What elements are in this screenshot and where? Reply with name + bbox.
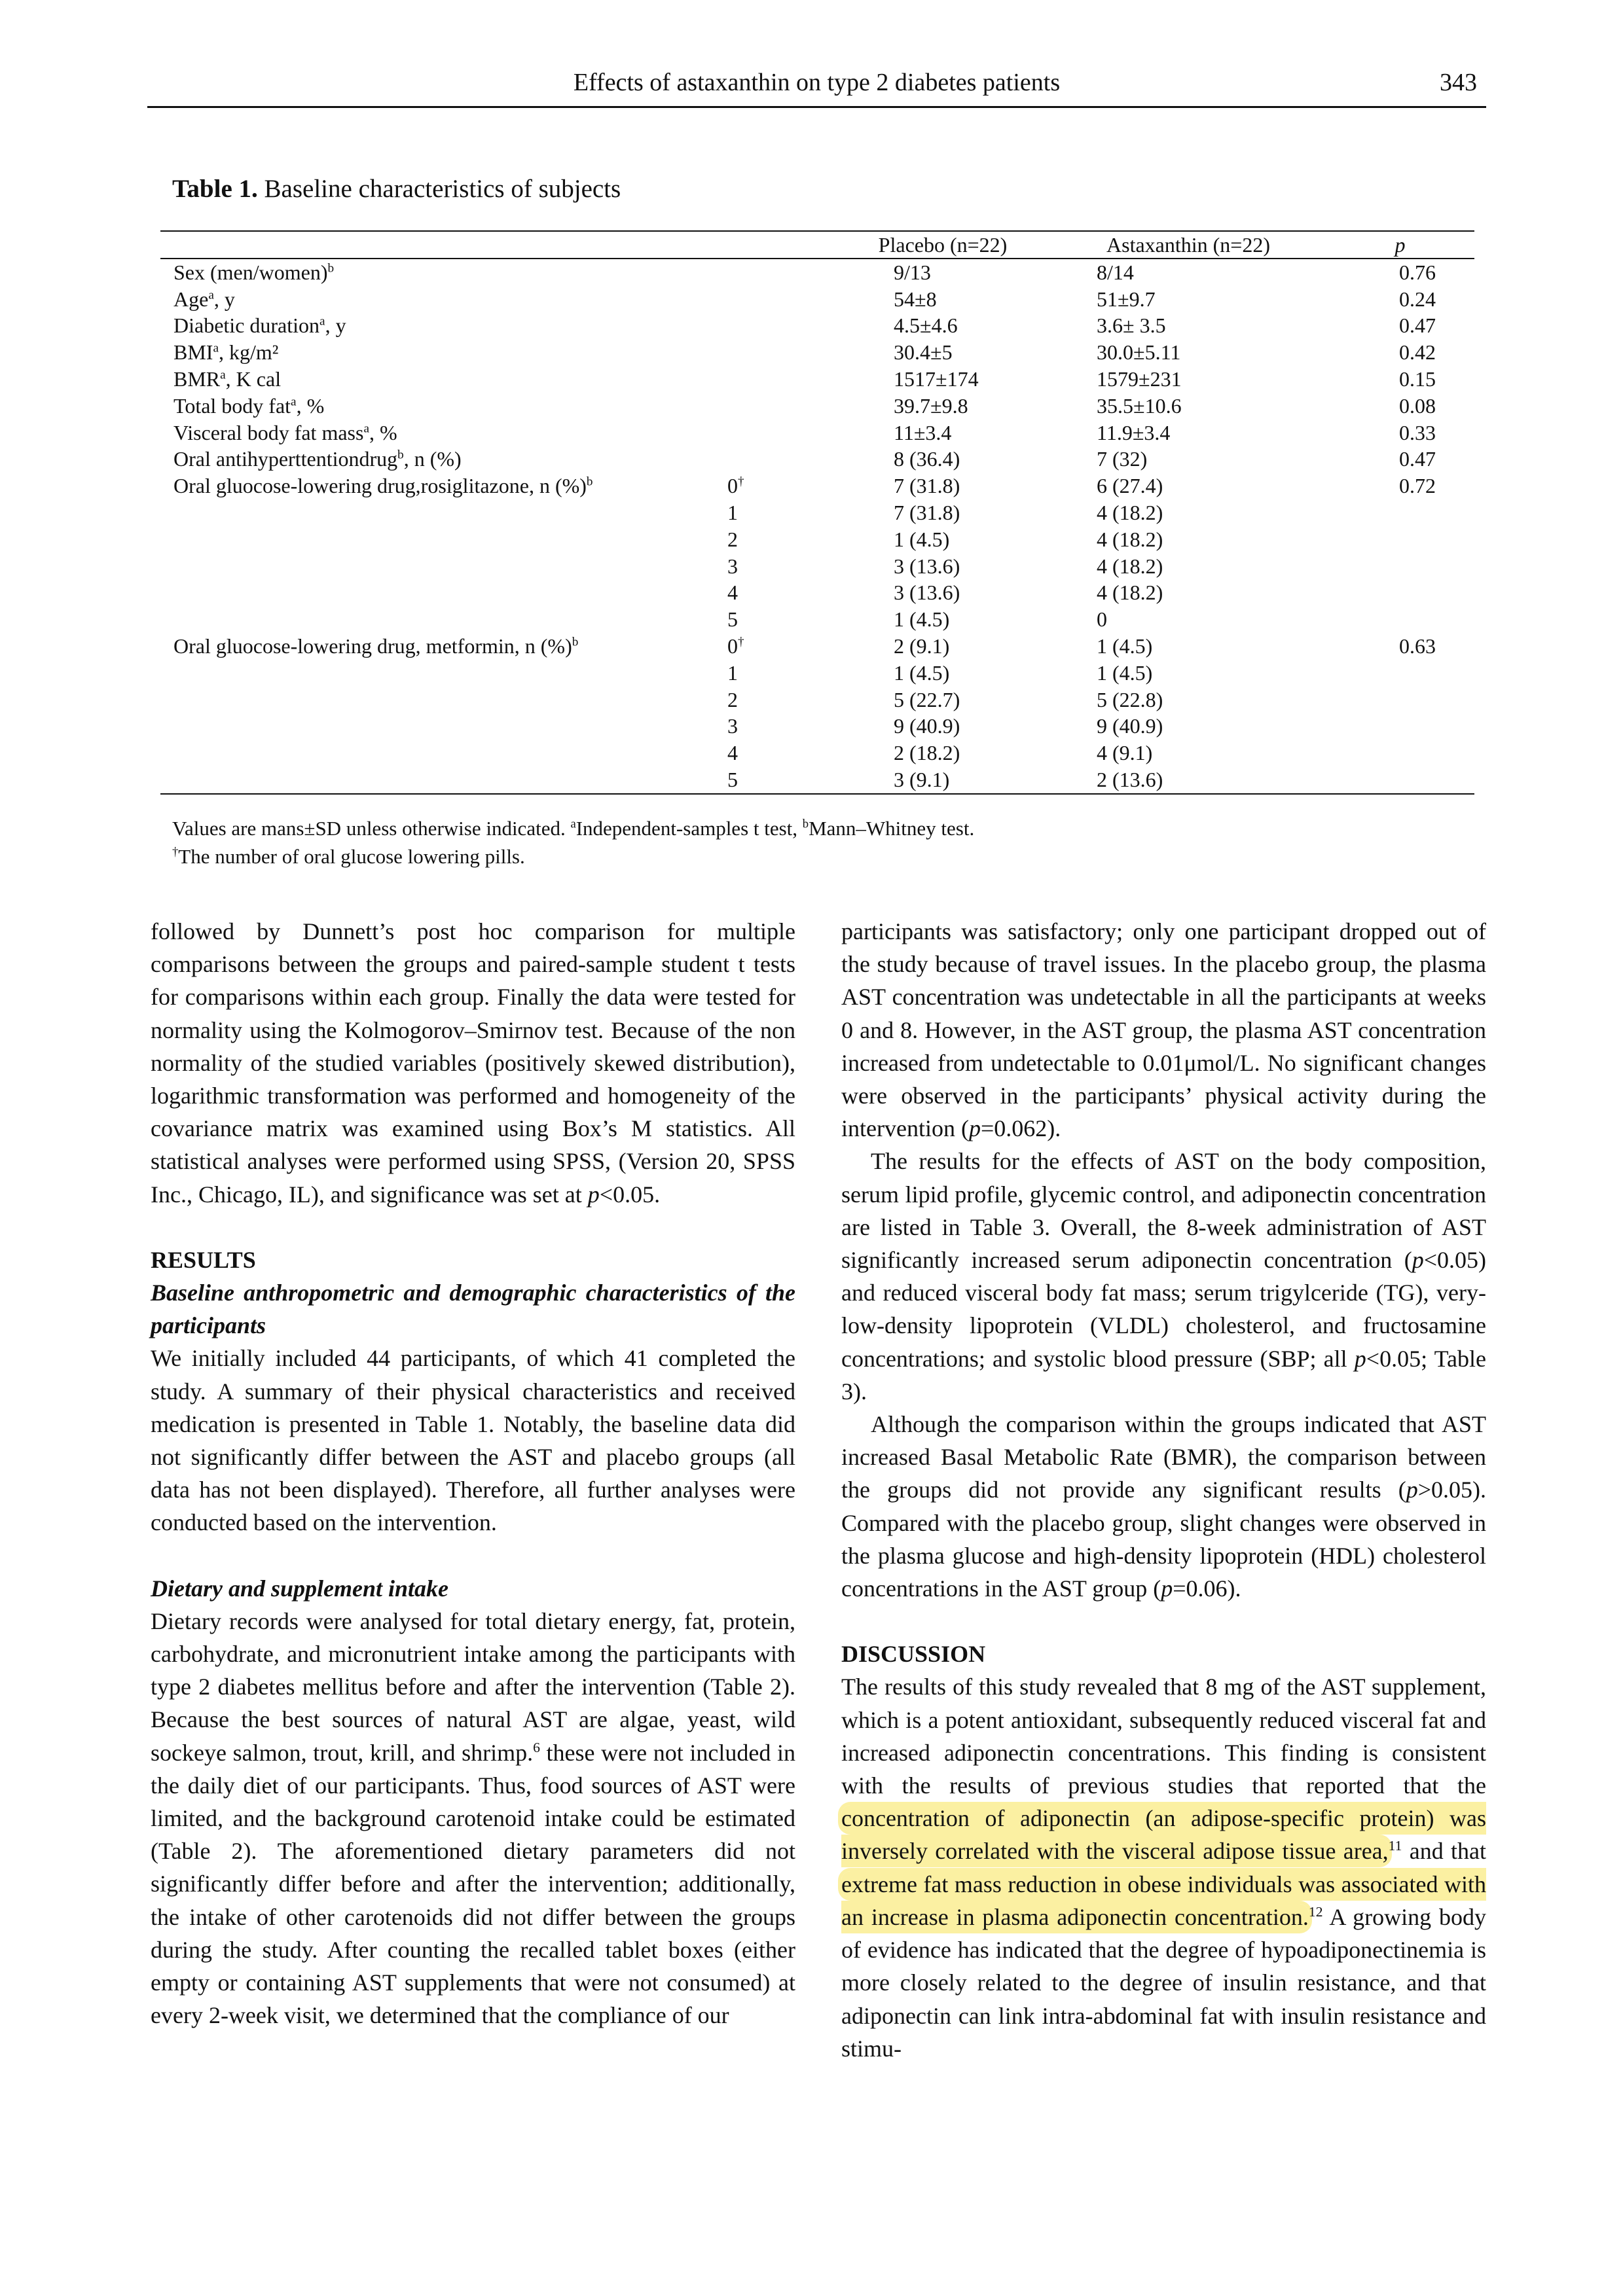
table-footnote xyxy=(172,814,974,870)
placebo-value: 7 (31.8) xyxy=(894,474,960,498)
table-row xyxy=(160,633,1474,660)
footnote-line-1: Values are mans±SD unless otherwise indicated. $^a$Independent-samples t test, $^b$Mann–Whitney test. xyxy=(172,817,975,840)
placebo-value: 1 (4.5) xyxy=(894,527,950,551)
table-row xyxy=(160,660,1474,687)
compliance-paragraph: participants was satisfactory; only one participant dropped out of the study because of travel issues. In the placebo group, the plasma AST concentration was undetectable in all the participants at weeks 0 and 8. However, in the AST group, the plasma AST concentration increased from undetectable to 0.01μmol/L. No significant changes were observed in the participants’ physical activity during the intervention (p=0.062). xyxy=(841,918,1486,1142)
row-label xyxy=(160,687,723,713)
table-row xyxy=(160,286,1474,313)
table-row xyxy=(160,446,1474,473)
placebo-value: 11±3.4 xyxy=(894,420,952,444)
placebo-value: 3 (13.6) xyxy=(894,581,960,605)
table-row xyxy=(160,393,1474,420)
placebo-value: 30.4±5 xyxy=(894,340,953,365)
placebo-value: 39.7±9.8 xyxy=(894,393,968,418)
row-label xyxy=(160,553,723,580)
p-value: 0.08 xyxy=(1399,393,1436,418)
astaxanthin-value: 3.6± 3.5 xyxy=(1097,314,1166,338)
row-label: Total body fat$^a$, % xyxy=(173,393,325,418)
astaxanthin-value: 1579±231 xyxy=(1097,367,1182,391)
astaxanthin-value: 4 (18.2) xyxy=(1097,581,1163,605)
placebo-value: 2 (18.2) xyxy=(894,741,960,765)
row-sub-category: 3 xyxy=(727,714,738,738)
methods-continued-paragraph: followed by Dunnett’s post hoc comparison for multiple comparisons between the groups and paired-sample student t tests for comparisons within each group. Finally the data were tested for normality using the Kolmogorov–Smirnov test. Because of the non normality of the studied variables (positively skewed distribution), logarithmic transformation was performed and homogeneity of the covariance matrix was examined using Box’s M statistics. All statistical analyses were performed using SPSS, (Version 20, SPSS Inc., Chicago, IL), and significance was set at p<0.05. xyxy=(151,918,795,1208)
p-value xyxy=(1326,687,1474,713)
row-label xyxy=(160,580,723,607)
row-sub-category xyxy=(723,420,835,446)
baseline-table-wrapper xyxy=(160,230,1474,795)
p-value xyxy=(1326,606,1474,633)
astaxanthin-value: 7 (32) xyxy=(1097,447,1148,471)
citation-ref: 11 xyxy=(1388,1838,1402,1854)
p-value: 0.33 xyxy=(1399,420,1436,444)
table-caption xyxy=(172,174,621,204)
row-label: Sex (men/women)$^b$ xyxy=(173,260,335,284)
table-row xyxy=(160,420,1474,446)
row-label xyxy=(160,526,723,553)
row-label xyxy=(160,606,723,633)
row-label xyxy=(160,713,723,740)
row-label: Oral gluocose-lowering drug,rosiglitazone, n (%)$^b$ xyxy=(173,474,593,498)
p-value xyxy=(1326,713,1474,740)
p-value: 0.76 xyxy=(1399,260,1436,284)
table-row xyxy=(160,606,1474,633)
header-characteristic xyxy=(160,231,723,259)
astaxanthin-value: 35.5±10.6 xyxy=(1097,393,1182,418)
astaxanthin-value: 4 (9.1) xyxy=(1097,741,1153,765)
citation-ref: 12 xyxy=(1308,1903,1323,1920)
row-sub-category: 0† xyxy=(727,634,744,658)
effects-paragraph: The results for the effects of AST on the body composition, serum lipid profile, glycemic control, and adiponectin concentration are listed in Table 3. Overall, the 8-week administration of AST significantly increased serum adiponectin concentration (p<0.05) and reduced visceral body fat mass; serum trigylceride (TG), very-low-density lipoprotein (VLDL) cholesterol, and fructosamine concentrations; and systolic blood pressure (SBP; all p<0.05; Table 3). xyxy=(841,1148,1486,1405)
placebo-value: 8 (36.4) xyxy=(894,447,960,471)
highlighted-text-2: extreme fat mass reduction in obese individuals was associated with an increase in plasma adiponectin concentration. xyxy=(841,1871,1486,1930)
row-sub-category: 1 xyxy=(727,501,738,525)
bmr-paragraph: Although the comparison within the groups indicated that AST increased Basal Metabolic Rate (BMR), the comparison between the groups did not provide any significant results (p>0.05). Compared with the placebo group, slight changes were observed in the plasma glucose and high-density lipoprotein (HDL) cholesterol concentrations in the AST group (p=0.06). xyxy=(841,1411,1486,1602)
table-row xyxy=(160,259,1474,286)
table-row xyxy=(160,473,1474,499)
placebo-value: 54±8 xyxy=(894,287,937,311)
astaxanthin-value: 1 (4.5) xyxy=(1097,660,1153,685)
astaxanthin-value: 4 (18.2) xyxy=(1097,527,1163,551)
table-caption-label: Table 1. xyxy=(172,175,258,203)
discussion-heading: DISCUSSION xyxy=(841,1641,986,1668)
astaxanthin-value: 8/14 xyxy=(1097,260,1134,284)
placebo-value: 1 (4.5) xyxy=(894,660,950,685)
row-label: Age$^a$, y xyxy=(173,287,235,311)
table-row xyxy=(160,687,1474,713)
astaxanthin-value: 30.0±5.11 xyxy=(1097,340,1181,365)
row-sub-category: 3 xyxy=(727,554,738,578)
row-sub-category: 4 xyxy=(727,741,738,765)
placebo-value: 4.5±4.6 xyxy=(894,314,958,338)
p-value: 0.15 xyxy=(1399,367,1436,391)
table-caption-text: Baseline characteristics of subjects xyxy=(257,175,621,203)
p-value xyxy=(1326,660,1474,687)
row-sub-category: 2 xyxy=(727,527,738,551)
table-row xyxy=(160,713,1474,740)
footnote-line-2: †The number of oral glucose lowering pills. xyxy=(172,845,525,868)
row-label xyxy=(160,660,723,687)
astaxanthin-value: 51±9.7 xyxy=(1097,287,1156,311)
table-row xyxy=(160,313,1474,340)
p-value: 0.42 xyxy=(1399,340,1436,365)
row-sub-category: 2 xyxy=(727,687,738,711)
astaxanthin-value: 0 xyxy=(1097,607,1107,632)
baseline-characteristics-table xyxy=(160,230,1474,795)
left-column xyxy=(151,915,795,2032)
dietary-paragraph: Dietary records were analysed for total dietary energy, fat, protein, carbohydrate, and micronutrient intake among the participants with type 2 diabetes mellitus before and after the intervention (Table 2). Because the best sources of natural AST are algae, yeast, wild sockeye salmon, trout, krill, and shrimp.$^6$ these were not included in the daily diet of our participants. Thus, food sources of AST were limited, and the background carotenoid intake could be estimated (Table 2). The aforementioned dietary parameters did not significantly differ before and after the intervention; additionally, the intake of other carotenoids did not differ between the groups during the study. After counting the recalled tablet boxes (either empty or containing AST supplements that were not consumed) at every 2-week visit, we determined that the compliance of our xyxy=(151,1607,795,2029)
astaxanthin-value: 11.9±3.4 xyxy=(1097,420,1171,444)
astaxanthin-value: 6 (27.4) xyxy=(1097,474,1163,498)
p-value xyxy=(1326,766,1474,794)
astaxanthin-value: 1 (4.5) xyxy=(1097,634,1153,658)
p-value xyxy=(1326,553,1474,580)
p-value xyxy=(1326,499,1474,526)
table-row xyxy=(160,526,1474,553)
table-header-row xyxy=(160,231,1474,259)
page-number: 343 xyxy=(1440,69,1477,96)
placebo-value: 9 (40.9) xyxy=(894,714,960,738)
p-value xyxy=(1326,740,1474,766)
row-label: BMI$^a$, kg/m² xyxy=(173,340,279,365)
row-sub-category xyxy=(723,366,835,393)
row-sub-category xyxy=(723,313,835,340)
placebo-value: 3 (13.6) xyxy=(894,554,960,578)
table-body xyxy=(160,259,1474,794)
row-label: Diabetic duration$^a$, y xyxy=(173,314,346,338)
row-sub-category: 1 xyxy=(727,660,738,685)
row-label: Oral gluocose-lowering drug, metformin, n (%)$^b$ xyxy=(173,634,579,658)
p-value xyxy=(1326,580,1474,607)
row-label: Oral antihyperttentiondrug$^b$, n (%) xyxy=(173,447,462,471)
running-title: Effects of astaxanthin on type 2 diabetes patients xyxy=(573,69,1061,96)
row-sub-category: 0† xyxy=(727,474,744,498)
table-row xyxy=(160,580,1474,607)
row-label: Visceral body fat mass$^a$, % xyxy=(173,420,397,444)
row-sub-category: 5 xyxy=(727,768,738,792)
row-sub-category xyxy=(723,446,835,473)
table-row xyxy=(160,553,1474,580)
baseline-paragraph: We initially included 44 participants, of which 41 completed the study. A summary of their physical characteristics and received medication is presented in Table 1. Notably, the baseline data did not significantly differ between the AST and placebo groups (all data has not been displayed). Therefore, all further analyses were conducted based on the intervention. xyxy=(151,1345,795,1536)
row-label xyxy=(160,740,723,766)
p-value: 0.24 xyxy=(1399,287,1436,311)
header-placebo: Placebo (n=22) xyxy=(878,232,1008,257)
dietary-subheading: Dietary and supplement intake xyxy=(151,1575,449,1602)
header-p-value: p xyxy=(1395,232,1406,257)
table-row xyxy=(160,499,1474,526)
astaxanthin-value: 5 (22.8) xyxy=(1097,687,1163,711)
astaxanthin-value: 4 (18.2) xyxy=(1097,554,1163,578)
row-sub-category xyxy=(723,339,835,366)
placebo-value: 1517±174 xyxy=(894,367,979,391)
astaxanthin-value: 2 (13.6) xyxy=(1097,768,1163,792)
row-sub-category xyxy=(723,393,835,420)
astaxanthin-value: 9 (40.9) xyxy=(1097,714,1163,738)
header-sub xyxy=(723,231,835,259)
p-value xyxy=(1326,526,1474,553)
table-row xyxy=(160,366,1474,393)
header-astaxanthin: Astaxanthin (n=22) xyxy=(1106,232,1270,257)
placebo-value: 3 (9.1) xyxy=(894,768,950,792)
row-sub-category xyxy=(723,259,835,286)
table-row xyxy=(160,339,1474,366)
row-sub-category xyxy=(723,286,835,313)
placebo-value: 7 (31.8) xyxy=(894,501,960,525)
table-row xyxy=(160,766,1474,794)
row-sub-category: 4 xyxy=(727,581,738,605)
baseline-subheading: Baseline anthropometric and demographic characteristics of the participants xyxy=(151,1280,795,1339)
astaxanthin-value: 4 (18.2) xyxy=(1097,501,1163,525)
row-label: BMR$^a$, K cal xyxy=(173,367,282,391)
row-sub-category: 5 xyxy=(727,607,738,632)
citation-ref: 6 xyxy=(533,1739,540,1755)
row-label xyxy=(160,499,723,526)
running-header xyxy=(147,65,1486,108)
placebo-value: 5 (22.7) xyxy=(894,687,960,711)
discussion-paragraph: The results of this study revealed that 8 mg of the AST supplement, which is a potent antioxidant, subsequently reduced visceral fat and increased adiponectin concentrations. This finding is consistent with the results of previous studies that reported that the concentration of adiponectin (an adipose-specific protein) was inversely correlated with the visceral adipose tissue area,$^{11}$ and that extreme fat mass reduction in obese individuals was associated with an increase in plasma adiponectin concentration.$^{12}$ A growing body of evidence has indicated that the degree of hypoadiponectinemia is more closely related to the degree of insulin resistance, and that adiponectin can link intra-abdominal fat with insulin resistance and stimu- xyxy=(841,1674,1486,2062)
right-column xyxy=(841,915,1486,2065)
p-value: 0.72 xyxy=(1399,474,1436,498)
highlighted-text-1: concentration of adiponectin (an adipose-specific protein) was inversely correlated with the visceral adipose tissue area, xyxy=(841,1805,1486,1865)
placebo-value: 1 (4.5) xyxy=(894,607,950,632)
p-value: 0.63 xyxy=(1399,634,1436,658)
table-row xyxy=(160,740,1474,766)
p-value: 0.47 xyxy=(1399,314,1436,338)
placebo-value: 9/13 xyxy=(894,260,931,284)
row-label xyxy=(160,766,723,794)
results-heading: RESULTS xyxy=(151,1246,256,1273)
p-value: 0.47 xyxy=(1399,447,1436,471)
placebo-value: 2 (9.1) xyxy=(894,634,950,658)
